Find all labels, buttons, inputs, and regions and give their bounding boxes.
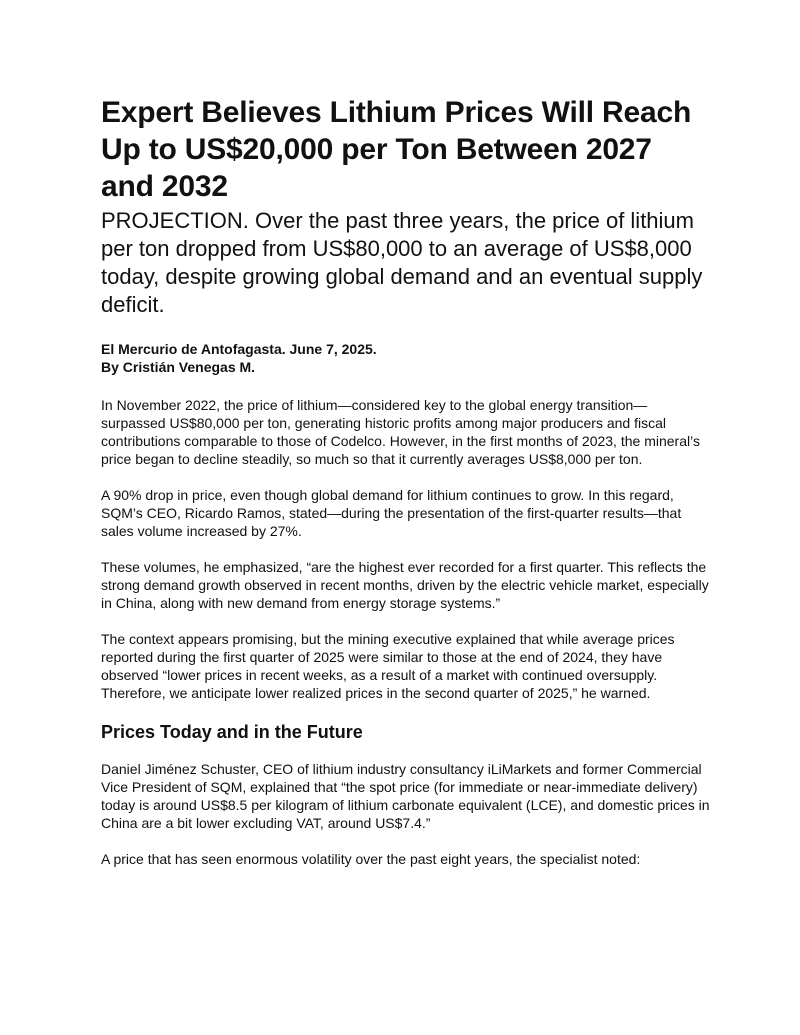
article-source: El Mercurio de Antofagasta. June 7, 2025. bbox=[101, 341, 377, 357]
article bbox=[101, 94, 711, 868]
paragraph-1: In November 2022, the price of lithium—considered key to the global energy transition—surpassed US$80,000 per ton, generating historic profits among major producers and fiscal contributions comparable to those of Codelco. However, in the first months of 2023, the mineral’s price began to decline steadily, so much so that it currently averages US$8,000 per ton. bbox=[101, 397, 700, 467]
section-heading: Prices Today and in the Future bbox=[101, 722, 363, 742]
section-paragraph-2: A price that has seen enormous volatility over the past eight years, the specialist noted: bbox=[101, 851, 641, 867]
paragraph-2: A 90% drop in price, even though global demand for lithium continues to grow. In this regard, SQM’s CEO, Ricardo Ramos, stated—during the presentation of the first-quarter results—that sales volume increased by 27%. bbox=[101, 487, 682, 539]
article-title: Expert Believes Lithium Prices Will Reach Up to US$20,000 per Ton Between 2027 and 2032 bbox=[101, 96, 692, 203]
section-paragraph-1: Daniel Jiménez Schuster, CEO of lithium industry consultancy iLiMarkets and former Commercial Vice President of SQM, explained that “the spot price (for immediate or near-immediate delivery) today is around US$8.5 per kilogram of lithium carbonate equivalent (LCE), and domestic prices in China are a bit lower excluding VAT, around US$7.4.” bbox=[101, 761, 710, 831]
article-subtitle: PROJECTION. Over the past three years, the price of lithium per ton dropped from US$80,000 to an average of US$8,000 today, despite growing global demand and an eventual supply deficit. bbox=[101, 208, 703, 317]
article-byline: By Cristián Venegas M. bbox=[101, 359, 256, 375]
article-meta bbox=[101, 340, 711, 376]
paragraph-4: The context appears promising, but the mining executive explained that while average prices reported during the first quarter of 2025 were similar to those at the end of 2024, they have observed “lower prices in recent weeks, as a result of a market with continued oversupply. Therefore, we anticipate lower realized prices in the second quarter of 2025,” he warned. bbox=[101, 631, 675, 701]
paragraph-3: These volumes, he emphasized, “are the highest ever recorded for a first quarter. This reflects the strong demand growth observed in recent months, driven by the electric vehicle market, especially in China, along with new demand from energy storage systems.” bbox=[101, 559, 709, 611]
